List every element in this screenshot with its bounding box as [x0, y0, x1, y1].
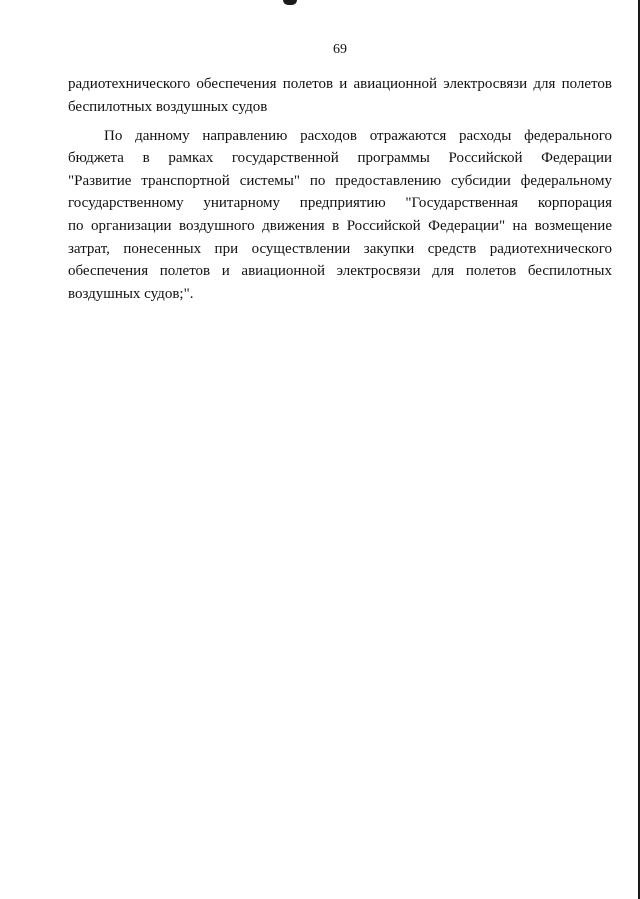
- text-line: бюджета в рамках государственной программы Российской Федерации: [68, 150, 612, 167]
- text-line: по организации воздушного движения в Российской Федерации" на возмещение: [68, 218, 612, 235]
- page-number: 69: [333, 42, 347, 57]
- text-line: беспилотных воздушных судов: [68, 98, 268, 115]
- text-line: затрат, понесенных при осуществлении закупки средств радиотехнического: [68, 240, 612, 257]
- text-line: обеспечения полетов и авиационной электросвязи для полетов беспилотных: [68, 263, 612, 280]
- text-line: По данному направлению расходов отражаются расходы федерального: [104, 127, 612, 144]
- text-line: "Развитие транспортной системы" по предоставлению субсидии федеральному: [68, 172, 612, 189]
- text-line: воздушных судов;".: [68, 285, 194, 302]
- text-line: радиотехнического обеспечения полетов и авиационной электросвязи для полетов: [68, 76, 612, 92]
- scan-mark: [283, 0, 297, 5]
- text-line: государственному унитарному предприятию "Государственная корпорация: [68, 195, 612, 212]
- paragraph-body: [68, 125, 612, 306]
- paragraph-heading-continuation: [68, 73, 612, 118]
- document-body: [68, 73, 612, 305]
